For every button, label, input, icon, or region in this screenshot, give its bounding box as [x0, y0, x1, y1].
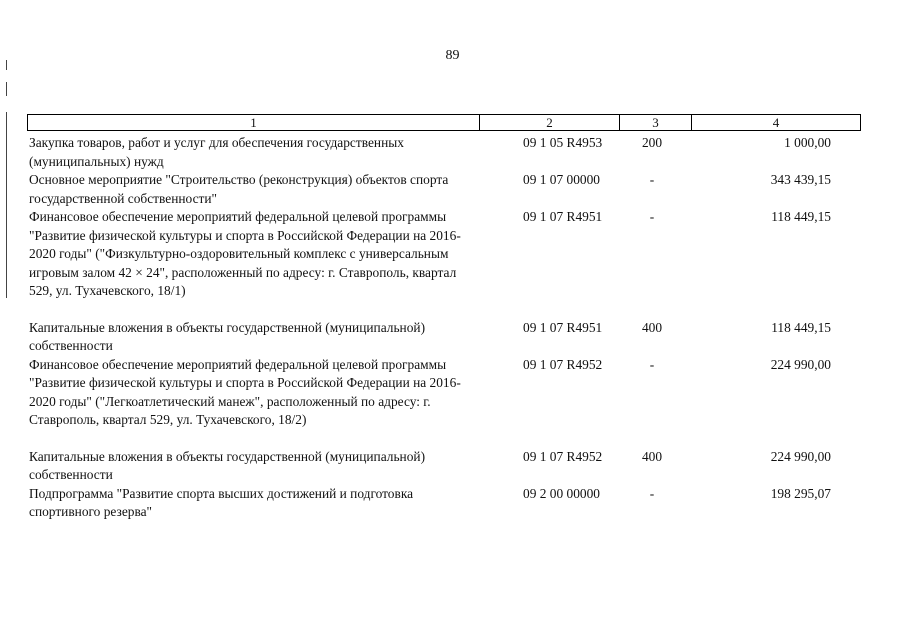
table-row — [27, 134, 861, 171]
row-spacer — [27, 301, 861, 319]
row-spacer — [27, 430, 861, 448]
row-name: Основное мероприятие "Строительство (реконструкция) объектов спорта государственной собственности" — [29, 172, 449, 206]
row-code: 09 1 07 R4952 — [523, 356, 603, 372]
row-sum: 343 439,15 — [770, 172, 831, 187]
row-type: 400 — [641, 319, 663, 335]
header-col-2: 2 — [479, 115, 619, 130]
row-type: 400 — [641, 448, 663, 464]
row-type: - — [649, 356, 655, 372]
margin-line — [6, 82, 7, 96]
row-sum: 1 000,00 — [784, 135, 831, 150]
table-body — [27, 134, 861, 522]
row-name: Финансовое обеспечение мероприятий федеральной целевой программы "Развитие физической культуры и спорта в Российской Федерации на 2016-2020 годы" ("Физкультурно-оздоровительный комплекс с универсальным игровым залом 42 × 24", расположенный по адресу: г. Ставрополь, квартал 529, ул. Тухачевского, 18/1) — [29, 209, 461, 298]
row-type: - — [649, 485, 655, 501]
table-row — [27, 485, 861, 522]
row-type: - — [649, 209, 655, 224]
header-col-4: 4 — [691, 115, 860, 130]
table-row — [27, 171, 861, 208]
row-code: 09 1 07 00000 — [523, 172, 600, 187]
row-code: 09 1 05 R4953 — [523, 135, 603, 150]
table-row — [27, 319, 861, 356]
row-code: 09 1 07 R4952 — [523, 448, 603, 464]
page-number: 89 — [445, 48, 460, 63]
row-sum: 118 449,15 — [771, 209, 831, 224]
row-name: Закупка товаров, работ и услуг для обеспечения государственных (муниципальных) нужд — [29, 135, 404, 169]
row-code: 09 2 00 00000 — [523, 485, 600, 501]
row-sum: 198 295,07 — [770, 485, 831, 501]
header-col-1: 1 — [250, 115, 257, 130]
table-row — [27, 356, 861, 430]
row-type: 200 — [641, 135, 663, 150]
row-name: Финансовое обеспечение мероприятий федеральной целевой программы "Развитие физической культуры и спорта в Российской Федерации на 2016-2020 годы" ("Легкоатлетический манеж", расположенный по адресу: г. Ставрополь, квартал 529, ул. Тухачевского, 18/2) — [29, 356, 461, 427]
table-row — [27, 448, 861, 485]
margin-line — [6, 60, 7, 70]
row-name: Подпрограмма "Развитие спорта высших достижений и подготовка спортивного резерва" — [29, 485, 414, 519]
row-sum: 224 990,00 — [770, 448, 831, 464]
margin-line — [6, 112, 7, 298]
header-col-3: 3 — [619, 115, 691, 130]
row-sum: 118 449,15 — [771, 319, 831, 335]
row-name: Капитальные вложения в объекты государственной (муниципальной) собственности — [29, 319, 426, 353]
table-row — [27, 208, 861, 301]
row-sum: 224 990,00 — [770, 356, 831, 372]
table-header — [27, 114, 861, 131]
row-code: 09 1 07 R4951 — [523, 209, 603, 224]
row-code: 09 1 07 R4951 — [523, 319, 603, 335]
row-type: - — [649, 172, 655, 187]
row-name: Капитальные вложения в объекты государственной (муниципальной) собственности — [29, 448, 426, 482]
